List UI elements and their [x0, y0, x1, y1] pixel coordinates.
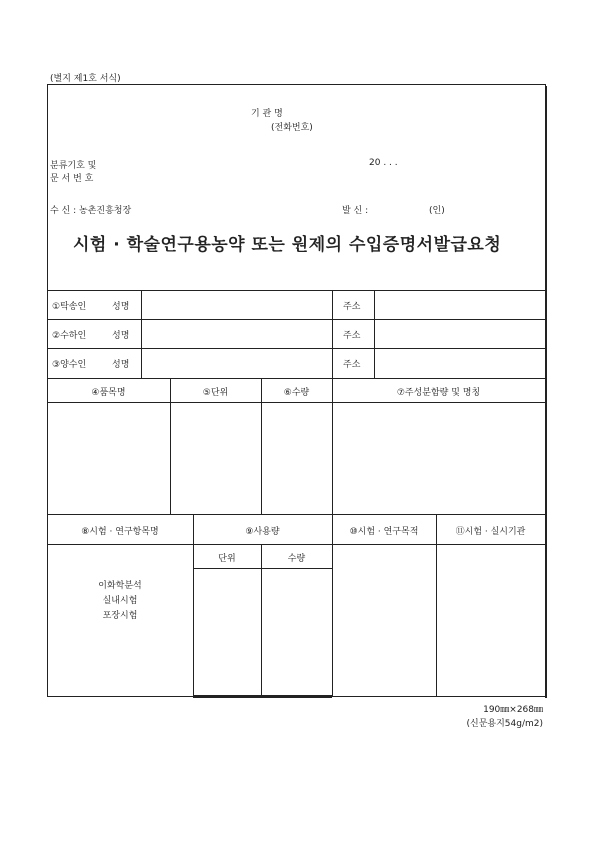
research-item: 이화학분석: [98, 581, 142, 591]
sender-label: 발 신 :: [342, 206, 369, 216]
address-label: 주소: [343, 360, 361, 370]
name-label: 성명: [112, 331, 130, 341]
agency-phone: (전화번호): [271, 123, 313, 133]
product-name-header: ④품목명: [91, 388, 126, 398]
paper-spec: (신문용지54g/m2): [466, 719, 543, 729]
date-field: 20 . . .: [369, 158, 398, 168]
research-item: 포장시험: [102, 611, 138, 621]
document-title: 시험 · 학술연구용농약 또는 원제의 수입증명서발급요청: [73, 235, 502, 255]
person-role: ①탁송인: [52, 302, 87, 312]
research-items-header: ⑧시험 · 연구항목명: [81, 527, 159, 537]
name-label: 성명: [112, 302, 130, 312]
classification-label: 분류기호 및: [50, 161, 97, 171]
name-label: 성명: [112, 360, 130, 370]
person-role: ③양수인: [52, 360, 87, 370]
person-role: ②수하인: [52, 331, 87, 341]
usage-unit-header: 단위: [218, 554, 236, 564]
ingredient-header: ⑦주성분함량 및 명칭: [396, 388, 481, 398]
recipient-line: 수 신 : 농촌진흥청장: [50, 206, 132, 216]
address-label: 주소: [343, 331, 361, 341]
agency-name: 기 관 명: [251, 109, 283, 119]
form-label: (별지 제1호 서식): [50, 74, 121, 84]
address-label: 주소: [343, 302, 361, 312]
document-number-label: 문 서 번 호: [50, 174, 94, 184]
usage-header: ⑨사용량: [245, 527, 280, 537]
research-institution-header: ⑪시험 · 실시기관: [455, 527, 526, 537]
paper-size: 190㎜×268㎜: [483, 705, 543, 715]
usage-quantity-header: 수량: [287, 554, 306, 564]
seal-mark: (인): [429, 206, 445, 216]
unit-header: ⑤단위: [202, 388, 229, 398]
research-item: 실내시험: [102, 596, 138, 606]
quantity-header: ⑥수량: [283, 388, 310, 398]
research-purpose-header: ⑩시험 · 연구목적: [349, 527, 419, 537]
